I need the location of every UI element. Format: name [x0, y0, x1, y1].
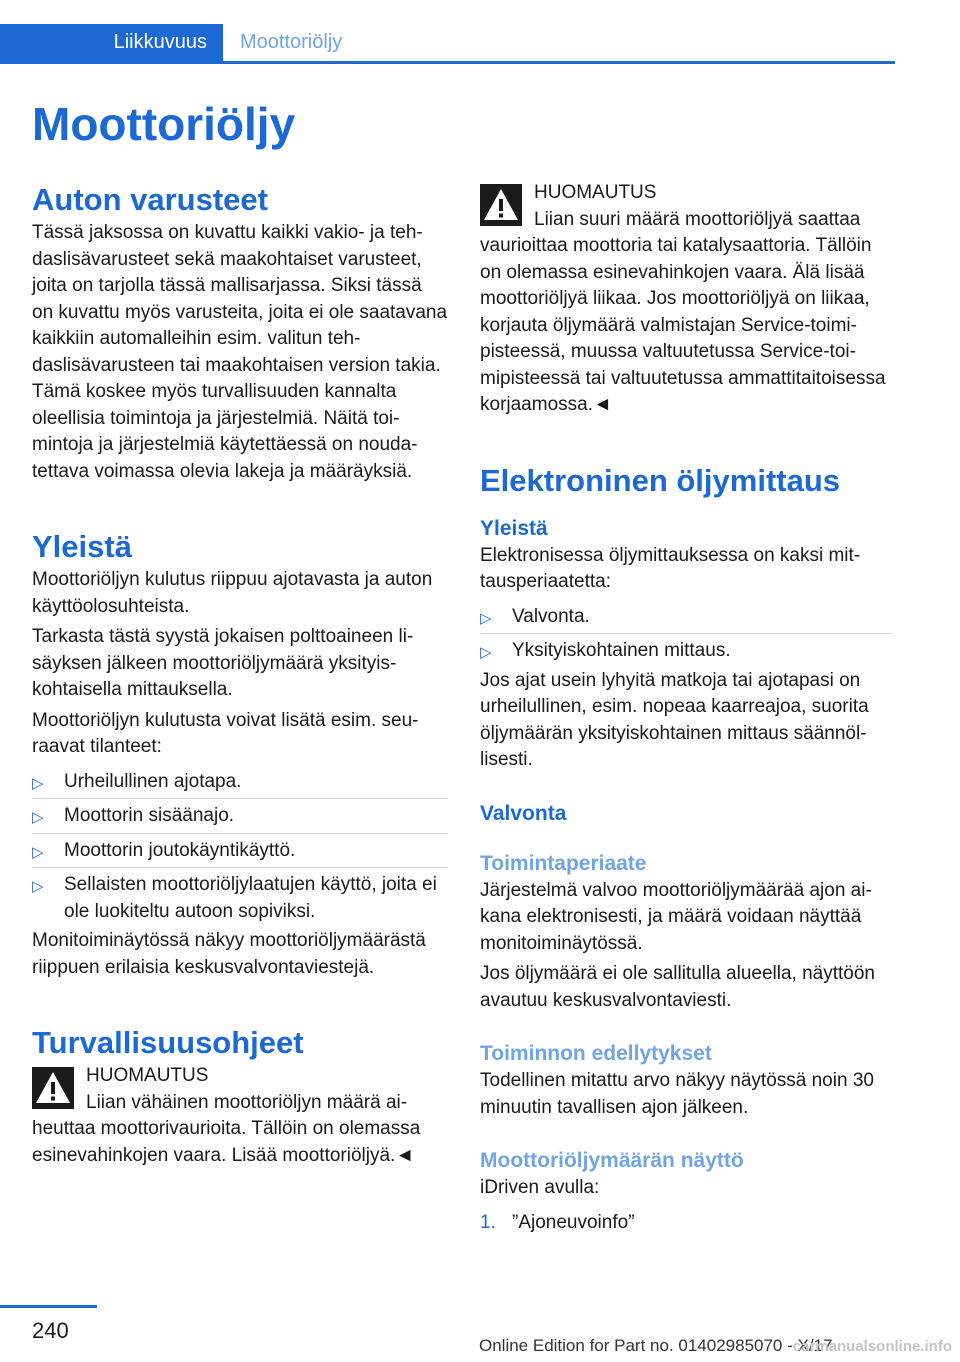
right-column — [480, 180, 892, 1239]
bullet-triangle-icon: ▷ — [480, 644, 492, 661]
warning-triangle-icon — [480, 184, 522, 226]
edition-note: Online Edition for Part no. 01402985070 - X/17 — [479, 1336, 833, 1355]
steps-list — [480, 1206, 892, 1240]
warning-text: Liian vähäinen moottoriöljyn määrä aiheuttaa moottorivaurioita. Tällöin on olemassa esinevahinkojen vaara. Lisää moottoriöljyä.◄ — [32, 1091, 421, 1166]
principle-text-2: Jos öljymäärä ei ole sallitulla alueella, näyttöön avautuu keskusvalvontaviesti. — [480, 963, 876, 1011]
bullet-triangle-icon: ▷ — [32, 774, 44, 792]
heading-general: Yleistä — [32, 529, 132, 564]
list-item: ▷ Urheilullinen ajotapa. — [32, 765, 448, 799]
bullet-triangle-icon: ▷ — [32, 809, 44, 826]
header-tab-topic[interactable]: Moottoriöljy — [240, 31, 343, 53]
page-number: 240 — [32, 1318, 69, 1343]
bullet-triangle-icon: ▷ — [32, 878, 44, 895]
heading-general-electronic: Yleistä — [480, 516, 548, 540]
list-item: ▷ Valvonta. — [480, 600, 892, 634]
header-tab-section[interactable]: Liikkuvuus — [0, 24, 223, 61]
general-text-1: Moottoriöljyn kulutus riippuu ajotavasta ja auton käyttöolosuhteista. — [32, 569, 433, 617]
warning-triangle-icon — [32, 1067, 74, 1109]
bullet-triangle-icon: ▷ — [32, 843, 44, 861]
heading-equipment: Auton varusteet — [32, 182, 268, 217]
heading-electronic-oil-measurement: Elektroninen öljymittaus — [480, 462, 841, 498]
heading-safety: Turvallisuusohjeet — [32, 1025, 304, 1060]
list-item: ▷ Moottorin joutokäyntikäyttö. — [32, 833, 448, 868]
watermark: carmanualsonline.info — [792, 1338, 952, 1355]
electronic-general-text: Elektronisessa öljymittauksessa on kaksi mittausperiaatetta: — [480, 544, 861, 592]
warning-text: Liian suuri määrä moottoriöljyä saattaa vaurioittaa moottoria tai katalysaattoria. Tällöin on olemassa esinevahinkojen vaara. Älä lisää moottoriöljyä liikaa. Jos moottoriöljyä on liikaa, korjauta öljymäärä valmistajan Service-toimipisteessä, muussa valtuutetussa Service-toimipisteessä tai valtuutetussa ammattitaitoisessa korjaamossa.◄ — [480, 208, 886, 415]
heading-oil-level-display: Moottoriöljymäärän näyttö — [480, 1149, 744, 1172]
display-text: iDriven avulla: — [480, 1177, 600, 1198]
warning-label: HUOMAUTUS — [86, 1065, 209, 1086]
principles-list — [480, 600, 892, 668]
heading-monitoring: Valvonta — [480, 801, 567, 825]
list-item: ▷ Sellaisten moottoriöljylaatujen käyttö, joita ei ole luokiteltu autoon sopiviksi. — [32, 867, 448, 928]
running-header — [0, 24, 895, 64]
header-rule — [0, 61, 895, 64]
general-text-3: Moottoriöljyn kulutusta voivat lisätä esim. seuraavat tilanteet: — [32, 709, 419, 757]
principle-text-1: Järjestelmä valvoo moottoriöljymäärää ajon aikana elektronisesti, ja määrä voidaan näyttää monitoiminäytössä. — [480, 879, 872, 954]
electronic-general-text-2: Jos ajat usein lyhyitä matkoja tai ajotapasi on urheilullinen, esim. nopeaa kaarreajoa, suorita öljymäärän yksityiskohtainen mittaus säännöllisesti. — [480, 669, 869, 770]
warning-block-low-oil — [32, 1063, 448, 1169]
general-text-4: Monitoiminäytössä näkyy moottoriöljymäärästä riippuen erilaisia keskusvalvontaviestejä. — [32, 930, 426, 978]
equipment-text: Tässä jaksossa on kuvattu kaikki vakio- ja tehdaslisävarusteet sekä maakohtaiset varusteet, joita on tarjolla tässä mallisarjassa. Siksi tässä on kuvattu myös varusteita, joita ei ole saatavana kaikkiin automalleihin esim. valitun tehdaslisävarusteen tai maakohtaisen version takia. Tämä koskee myös turvallisuuden kannalta oleellisia toimintoja ja järjestelmiä. Näitä toimintoja ja järjestelmiä käytettäessä on noudatettava voimassa olevia lakeja ja määräyksiä. — [32, 222, 448, 482]
list-item: 1. ”Ajoneuvoinfo” — [480, 1211, 635, 1233]
warning-block-excess-oil — [480, 180, 892, 419]
footer-rule — [0, 1305, 97, 1308]
general-text-2: Tarkasta tästä syystä jokaisen polttoaineen lisäyksen jälkeen moottoriöljymäärä yksityiskohtaisella mittauksella. — [32, 626, 414, 700]
left-column — [32, 180, 448, 1173]
bullet-triangle-icon: ▷ — [480, 609, 492, 627]
requirements-text: Todellinen mitattu arvo näkyy näytössä noin 30 minuutin tavallisen ajon jälkeen. — [480, 1070, 874, 1118]
consumption-list — [32, 765, 448, 929]
list-item: ▷ Moottorin sisäänajo. — [32, 798, 448, 833]
list-item: ▷ Yksityiskohtainen mittaus. — [480, 633, 892, 668]
heading-requirements: Toiminnon edellytykset — [480, 1042, 712, 1065]
warning-label: HUOMAUTUS — [534, 182, 657, 203]
heading-operating-principle: Toimintaperiaate — [480, 851, 647, 875]
page-title: Moottoriöljy — [32, 98, 296, 150]
